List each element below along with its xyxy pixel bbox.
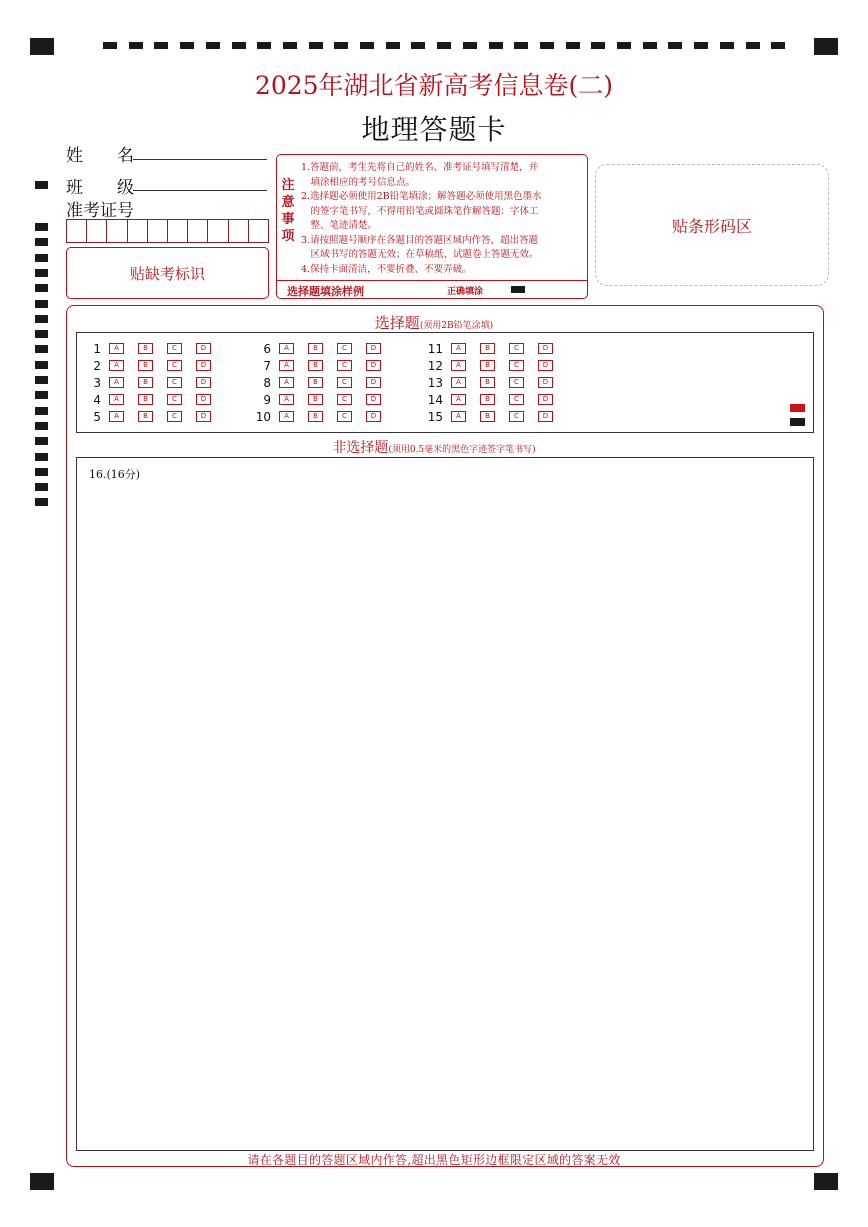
option-bubble-b[interactable]: B bbox=[138, 377, 153, 388]
choice-title: 选择题 bbox=[374, 314, 420, 332]
timing-mark bbox=[257, 42, 271, 49]
timing-mark bbox=[35, 254, 48, 262]
choice-question-row bbox=[247, 340, 395, 357]
question-number: 8 bbox=[263, 375, 271, 390]
option-bubble-a[interactable]: A bbox=[109, 411, 124, 422]
notice-item: 1.答题前，考生先将自己的姓名、准考证号填写清楚，并 bbox=[301, 162, 539, 173]
notice-item: 填涂相应的考号信息点。 bbox=[301, 176, 416, 188]
option-bubble-b[interactable]: B bbox=[308, 360, 323, 371]
black-calibration-mark bbox=[790, 418, 805, 426]
option-bubble-b[interactable]: B bbox=[308, 343, 323, 354]
option-bubble-d[interactable]: D bbox=[196, 377, 211, 388]
answer-area-q16[interactable] bbox=[76, 457, 814, 1151]
option-bubble-d[interactable]: D bbox=[538, 360, 553, 371]
option-bubble-c[interactable]: C bbox=[509, 411, 524, 422]
page-subtitle: 地理答题卡 bbox=[361, 113, 507, 146]
absent-mark-label: 贴缺考标识 bbox=[129, 264, 205, 283]
option-bubble-d[interactable]: D bbox=[366, 411, 381, 422]
option-bubble-d[interactable]: D bbox=[538, 411, 553, 422]
option-bubble-b[interactable]: B bbox=[480, 360, 495, 371]
notice-item: 2.选择题必须使用2B铅笔填涂；解答题必须使用黑色墨水 bbox=[301, 191, 542, 202]
timing-mark bbox=[206, 42, 220, 49]
choice-column bbox=[419, 340, 567, 425]
timing-mark bbox=[694, 42, 708, 49]
nonchoice-heading bbox=[0, 437, 868, 457]
choice-question-row bbox=[77, 357, 225, 374]
option-bubble-a[interactable]: A bbox=[279, 411, 294, 422]
option-bubble-d[interactable]: D bbox=[366, 394, 381, 405]
timing-mark bbox=[514, 42, 528, 49]
option-bubble-a[interactable]: A bbox=[279, 394, 294, 405]
option-bubble-c[interactable]: C bbox=[337, 360, 352, 371]
page-title: 2025年湖北省新高考信息卷(二) bbox=[254, 71, 614, 100]
choice-box bbox=[76, 332, 814, 433]
option-bubble-d[interactable]: D bbox=[538, 343, 553, 354]
option-bubble-c[interactable]: C bbox=[337, 377, 352, 388]
timing-mark bbox=[180, 42, 194, 49]
timing-mark bbox=[154, 42, 168, 49]
notice-item: 整、笔迹清楚。 bbox=[301, 220, 378, 231]
option-bubble-b[interactable]: B bbox=[480, 411, 495, 422]
timing-mark bbox=[35, 407, 48, 415]
choice-question-row bbox=[419, 374, 567, 391]
choice-question-row bbox=[419, 391, 567, 408]
timing-mark bbox=[35, 376, 48, 384]
barcode-area bbox=[595, 164, 829, 286]
timing-mark bbox=[566, 42, 580, 49]
option-bubble-b[interactable]: B bbox=[308, 394, 323, 405]
timing-mark bbox=[35, 361, 48, 369]
option-bubble-c[interactable]: C bbox=[167, 411, 182, 422]
option-bubble-c[interactable]: C bbox=[167, 360, 182, 371]
option-bubble-d[interactable]: D bbox=[196, 394, 211, 405]
option-bubble-b[interactable]: B bbox=[138, 411, 153, 422]
option-bubble-a[interactable]: A bbox=[109, 343, 124, 354]
option-bubble-b[interactable]: B bbox=[138, 394, 153, 405]
timing-mark bbox=[129, 42, 143, 49]
option-bubble-d[interactable]: D bbox=[196, 343, 211, 354]
option-bubble-c[interactable]: C bbox=[337, 411, 352, 422]
timing-mark bbox=[489, 42, 503, 49]
option-bubble-a[interactable]: A bbox=[451, 394, 466, 405]
option-bubble-c[interactable]: C bbox=[509, 394, 524, 405]
option-bubble-a[interactable]: A bbox=[279, 360, 294, 371]
choice-question-row bbox=[419, 340, 567, 357]
option-bubble-a[interactable]: A bbox=[279, 377, 294, 388]
timing-mark bbox=[334, 42, 348, 49]
option-bubble-c[interactable]: C bbox=[337, 343, 352, 354]
option-bubble-c[interactable]: C bbox=[509, 377, 524, 388]
option-bubble-a[interactable]: A bbox=[451, 343, 466, 354]
option-bubble-a[interactable]: A bbox=[279, 343, 294, 354]
timing-mark bbox=[591, 42, 605, 49]
timing-mark bbox=[309, 42, 323, 49]
correct-fill-sample bbox=[511, 286, 525, 293]
choice-column bbox=[77, 340, 225, 425]
option-bubble-b[interactable]: B bbox=[308, 411, 323, 422]
footer-warning: 请在各题目的答题区域内作答,超出黑色矩形边框限定区域的答案无效 bbox=[247, 1153, 621, 1167]
option-bubble-b[interactable]: B bbox=[480, 343, 495, 354]
choice-question-row bbox=[247, 408, 395, 425]
option-bubble-c[interactable]: C bbox=[509, 343, 524, 354]
choice-question-row bbox=[77, 391, 225, 408]
timing-mark bbox=[746, 42, 760, 49]
sample-label: 选择题填涂样例 bbox=[287, 285, 364, 298]
sample-row bbox=[277, 280, 587, 299]
exam-id-label: 准考证号 bbox=[66, 201, 134, 221]
corner-mark-top-left bbox=[30, 38, 54, 55]
choice-question-row bbox=[419, 357, 567, 374]
nonchoice-title: 非选择题 bbox=[332, 440, 389, 456]
timing-mark bbox=[386, 42, 400, 49]
timing-mark bbox=[35, 498, 48, 506]
timing-mark bbox=[103, 42, 117, 49]
question-number: 13 bbox=[427, 375, 443, 390]
option-bubble-b[interactable]: B bbox=[480, 377, 495, 388]
option-bubble-d[interactable]: D bbox=[538, 394, 553, 405]
class-label: 班 级 bbox=[66, 178, 134, 198]
timing-mark bbox=[35, 181, 48, 189]
timing-mark bbox=[35, 483, 48, 491]
notice-item: 的签字笔书写，不得用铅笔或圆珠笔作解答题：字体工 bbox=[301, 205, 539, 217]
choice-question-row bbox=[247, 391, 395, 408]
timing-mark bbox=[35, 345, 48, 353]
timing-mark bbox=[437, 42, 451, 49]
timing-mark bbox=[35, 422, 48, 430]
choice-question-row bbox=[77, 408, 225, 425]
option-bubble-a[interactable]: A bbox=[109, 360, 124, 371]
question-number: 14 bbox=[427, 392, 443, 407]
question-number: 12 bbox=[427, 358, 443, 373]
correct-fill-label: 正确填涂 bbox=[447, 287, 484, 297]
timing-mark bbox=[283, 42, 297, 49]
option-bubble-b[interactable]: B bbox=[138, 343, 153, 354]
notice-item: 4.保持卡面清洁，不要折叠、不要弄破。 bbox=[301, 263, 472, 275]
corner-mark-bottom-left bbox=[30, 1173, 54, 1190]
option-bubble-d[interactable]: D bbox=[366, 343, 381, 354]
nonchoice-note: (须用0.5毫米的黑色字迹签字笔书写) bbox=[388, 445, 536, 455]
name-label: 姓 名 bbox=[66, 146, 134, 166]
notice-box bbox=[276, 154, 588, 299]
question-number: 9 bbox=[263, 392, 271, 407]
option-bubble-d[interactable]: D bbox=[366, 360, 381, 371]
timing-mark bbox=[232, 42, 246, 49]
timing-mark bbox=[411, 42, 425, 49]
option-bubble-a[interactable]: A bbox=[109, 377, 124, 388]
choice-question-row bbox=[247, 374, 395, 391]
option-bubble-b[interactable]: B bbox=[308, 377, 323, 388]
option-bubble-d[interactable]: D bbox=[366, 377, 381, 388]
option-bubble-a[interactable]: A bbox=[451, 360, 466, 371]
question-number: 1 bbox=[93, 341, 101, 356]
timing-mark bbox=[643, 42, 657, 49]
timing-mark bbox=[668, 42, 682, 49]
option-bubble-c[interactable]: C bbox=[337, 394, 352, 405]
exam-id-grid[interactable] bbox=[66, 219, 269, 243]
choice-question-row bbox=[247, 357, 395, 374]
red-calibration-mark bbox=[790, 404, 805, 412]
question-number: 15 bbox=[427, 409, 443, 424]
barcode-label: 贴条形码区 bbox=[671, 216, 752, 236]
choice-note: (须用2B铅笔涂填) bbox=[419, 321, 494, 331]
question-number: 4 bbox=[93, 392, 101, 407]
option-bubble-a[interactable]: A bbox=[451, 377, 466, 388]
option-bubble-d[interactable]: D bbox=[196, 360, 211, 371]
corner-mark-top-right bbox=[814, 38, 838, 55]
timing-mark bbox=[463, 42, 477, 49]
notice-item: 区域书写的答题无效；在草稿纸、试题卷上答题无效。 bbox=[301, 249, 539, 260]
name-field[interactable] bbox=[133, 139, 267, 160]
option-bubble-a[interactable]: A bbox=[109, 394, 124, 405]
absent-mark-box bbox=[66, 247, 269, 299]
timing-mark bbox=[720, 42, 734, 49]
timing-mark bbox=[35, 391, 48, 399]
question-number: 3 bbox=[93, 375, 101, 390]
notice-title: 注 意 事 项 bbox=[281, 178, 295, 244]
timing-mark bbox=[771, 42, 785, 49]
choice-question-row bbox=[77, 374, 225, 391]
option-bubble-c[interactable]: C bbox=[167, 343, 182, 354]
timing-mark bbox=[540, 42, 554, 49]
option-bubble-c[interactable]: C bbox=[509, 360, 524, 371]
option-bubble-c[interactable]: C bbox=[167, 394, 182, 405]
question-number: 11 bbox=[427, 341, 443, 356]
timing-mark bbox=[35, 269, 48, 277]
option-bubble-b[interactable]: B bbox=[480, 394, 495, 405]
question-number: 5 bbox=[93, 409, 101, 424]
timing-mark bbox=[35, 300, 48, 308]
timing-mark bbox=[617, 42, 631, 49]
question-number: 6 bbox=[263, 341, 271, 356]
question-number: 2 bbox=[93, 358, 101, 373]
choice-question-row bbox=[419, 408, 567, 425]
corner-mark-bottom-right bbox=[814, 1173, 838, 1190]
option-bubble-a[interactable]: A bbox=[451, 411, 466, 422]
choice-column bbox=[247, 340, 395, 425]
class-field[interactable] bbox=[133, 170, 267, 191]
timing-mark bbox=[35, 238, 48, 246]
choice-heading bbox=[0, 312, 868, 333]
option-bubble-d[interactable]: D bbox=[538, 377, 553, 388]
notice-item: 3.请按照题号顺序在各题目的答题区域内作答，超出答题 bbox=[301, 234, 539, 246]
timing-mark bbox=[35, 223, 48, 231]
choice-question-row bbox=[77, 340, 225, 357]
question-16-label: 16.(16分) bbox=[89, 468, 141, 481]
notice-text bbox=[301, 161, 585, 277]
timing-mark bbox=[35, 468, 48, 476]
option-bubble-d[interactable]: D bbox=[196, 411, 211, 422]
question-number: 10 bbox=[255, 409, 271, 424]
question-number: 7 bbox=[263, 358, 271, 373]
timing-mark bbox=[35, 284, 48, 292]
option-bubble-c[interactable]: C bbox=[167, 377, 182, 388]
option-bubble-b[interactable]: B bbox=[138, 360, 153, 371]
timing-mark bbox=[360, 42, 374, 49]
